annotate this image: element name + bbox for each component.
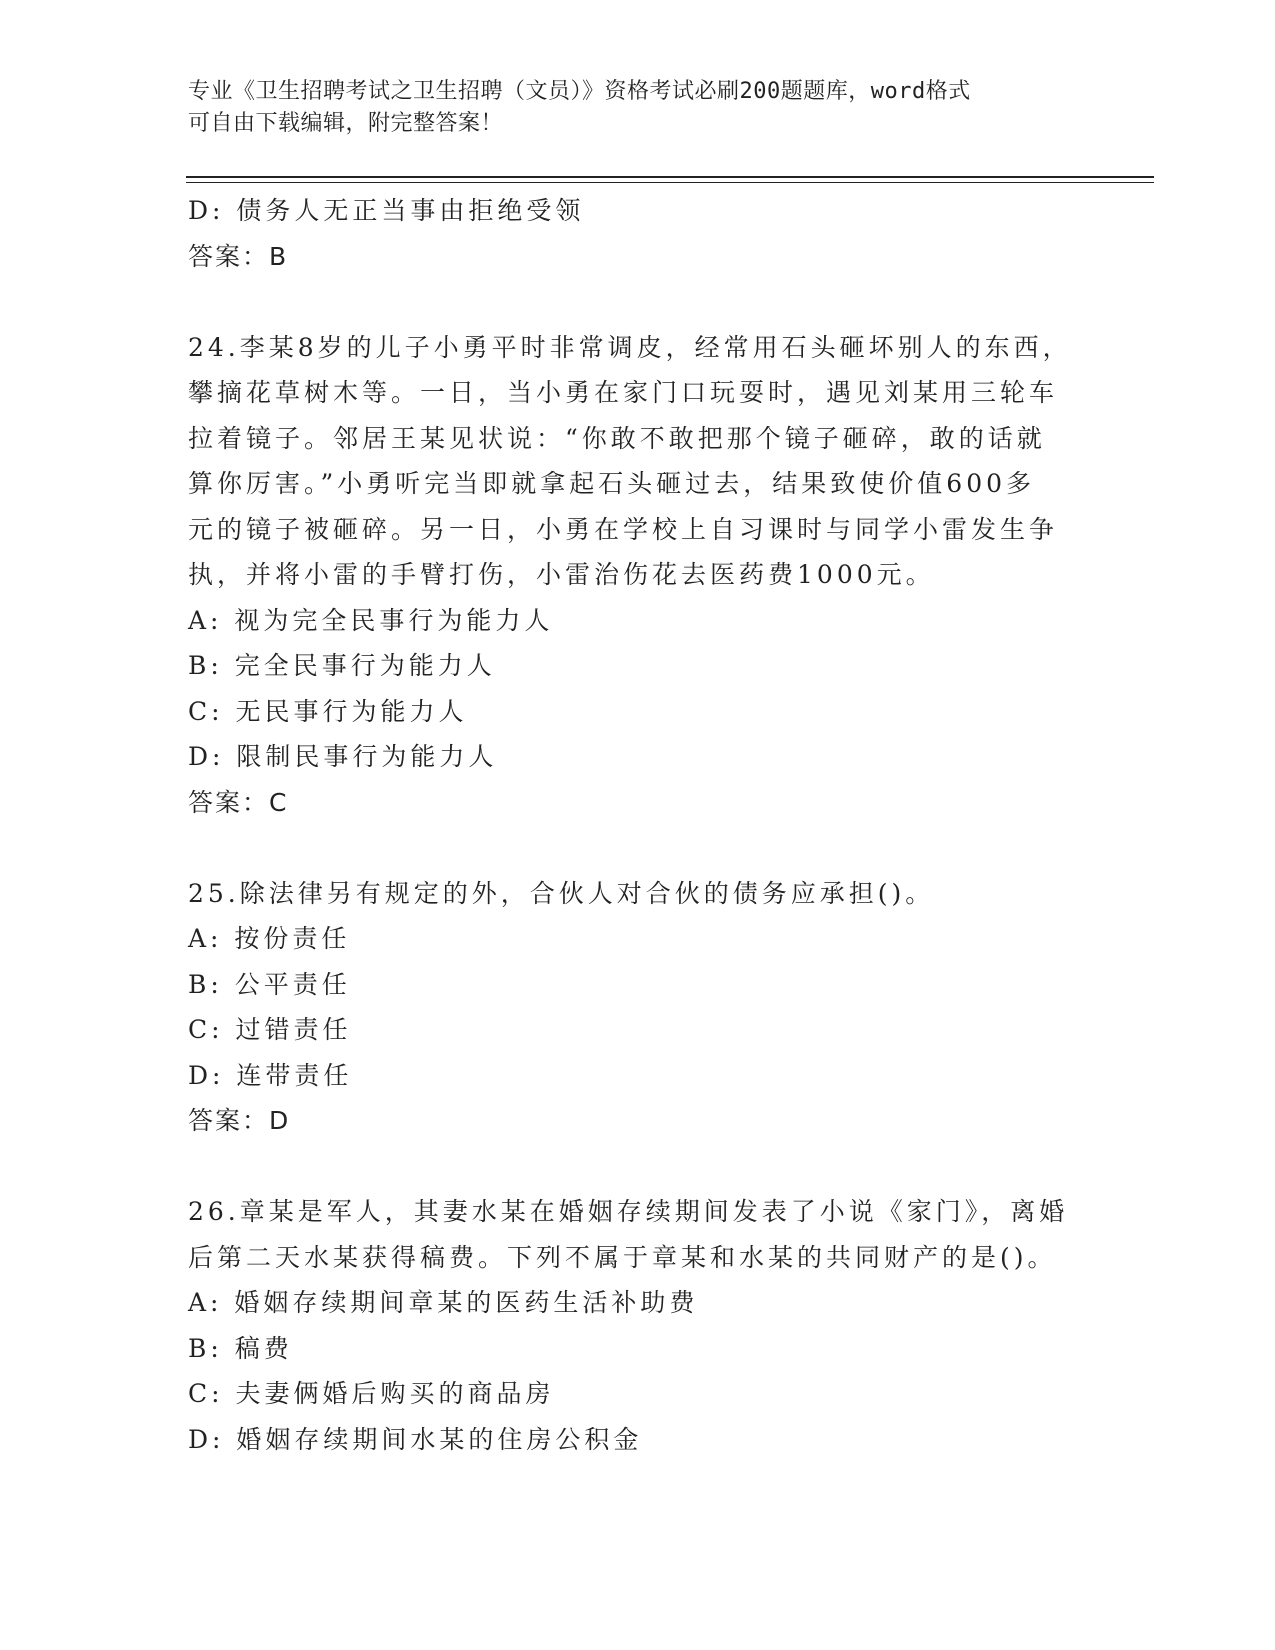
question-24: [188, 325, 1088, 826]
question-25-option-c: C: 过错责任: [188, 1015, 352, 1044]
question-26-option-c: C: 夫妻俩婚后购买的商品房: [188, 1379, 555, 1408]
question-24-option-a: A: 视为完全民事行为能力人: [188, 605, 554, 635]
question-25: [188, 871, 1088, 1144]
question-26-option-b: B: 稿费: [188, 1333, 293, 1363]
question-26-option-d: D: 婚姻存续期间水某的住房公积金: [188, 1424, 643, 1454]
prev-question-answer: 答案：B: [188, 241, 289, 271]
spacer: [188, 279, 1088, 325]
header-title-line-1: 专业《卫生招聘考试之卫生招聘（文员）》资格考试必刷200题题库，word格式: [188, 79, 971, 104]
question-26-stem-line: 后第二天水某获得稿费。下列不属于章某和水某的共同财产的是()。: [188, 1242, 1057, 1272]
question-26: [188, 1189, 1088, 1462]
header-divider-thick: [186, 176, 1154, 178]
question-24-stem-line: 元的镜子被砸碎。另一日，小勇在学校上自习课时与同学小雷发生争: [188, 514, 1059, 544]
question-25-option-b: B: 公平责任: [188, 969, 351, 999]
question-25-option-d: D: 连带责任: [188, 1060, 353, 1090]
question-26-stem-line: 26.章某是军人，其妻水某在婚姻存续期间发表了小说《家门》，离婚: [188, 1197, 1069, 1226]
question-24-stem-line: 执，并将小雷的手臂打伤，小雷治伤花去医药费1000元。: [188, 560, 935, 589]
question-24-answer: 答案：C: [188, 787, 289, 817]
question-24-option-b: B: 完全民事行为能力人: [188, 651, 496, 680]
question-content: [188, 188, 1088, 1462]
question-24-stem-line: 拉着镜子。邻居王某见状说：“你敢不敢把那个镜子砸碎，敢的话就: [188, 423, 1046, 453]
question-24-stem-line: 24.李某8岁的儿子小勇平时非常调皮，经常用石头砸坏别人的东西，: [188, 332, 1072, 362]
question-25-answer: 答案：D: [188, 1106, 291, 1135]
question-24-option-c: C: 无民事行为能力人: [188, 696, 468, 726]
spacer: [188, 825, 1088, 871]
question-26-option-a: A: 婚姻存续期间章某的医药生活补助费: [188, 1288, 699, 1317]
question-24-stem-line: 攀摘花草树木等。一日，当小勇在家门口玩耍时，遇见刘某用三轮车: [188, 378, 1059, 407]
question-25-stem-line: 25.除法律另有规定的外，合伙人对合伙的债务应承担()。: [188, 878, 935, 908]
question-24-stem-line: 算你厉害。”小勇听完当即就拿起石头砸过去，结果致使价值600多: [188, 469, 1036, 498]
header-title-line-2: 可自由下载编辑，附完整答案！: [188, 111, 504, 136]
question-24-option-d: D: 限制民事行为能力人: [188, 742, 498, 771]
prev-question-option-d: D: 债务人无正当事由拒绝受领: [188, 196, 585, 225]
page-header: [188, 76, 1068, 140]
spacer: [188, 1144, 1088, 1190]
header-divider-thin: [186, 182, 1154, 183]
question-25-option-a: A: 按份责任: [188, 924, 351, 953]
